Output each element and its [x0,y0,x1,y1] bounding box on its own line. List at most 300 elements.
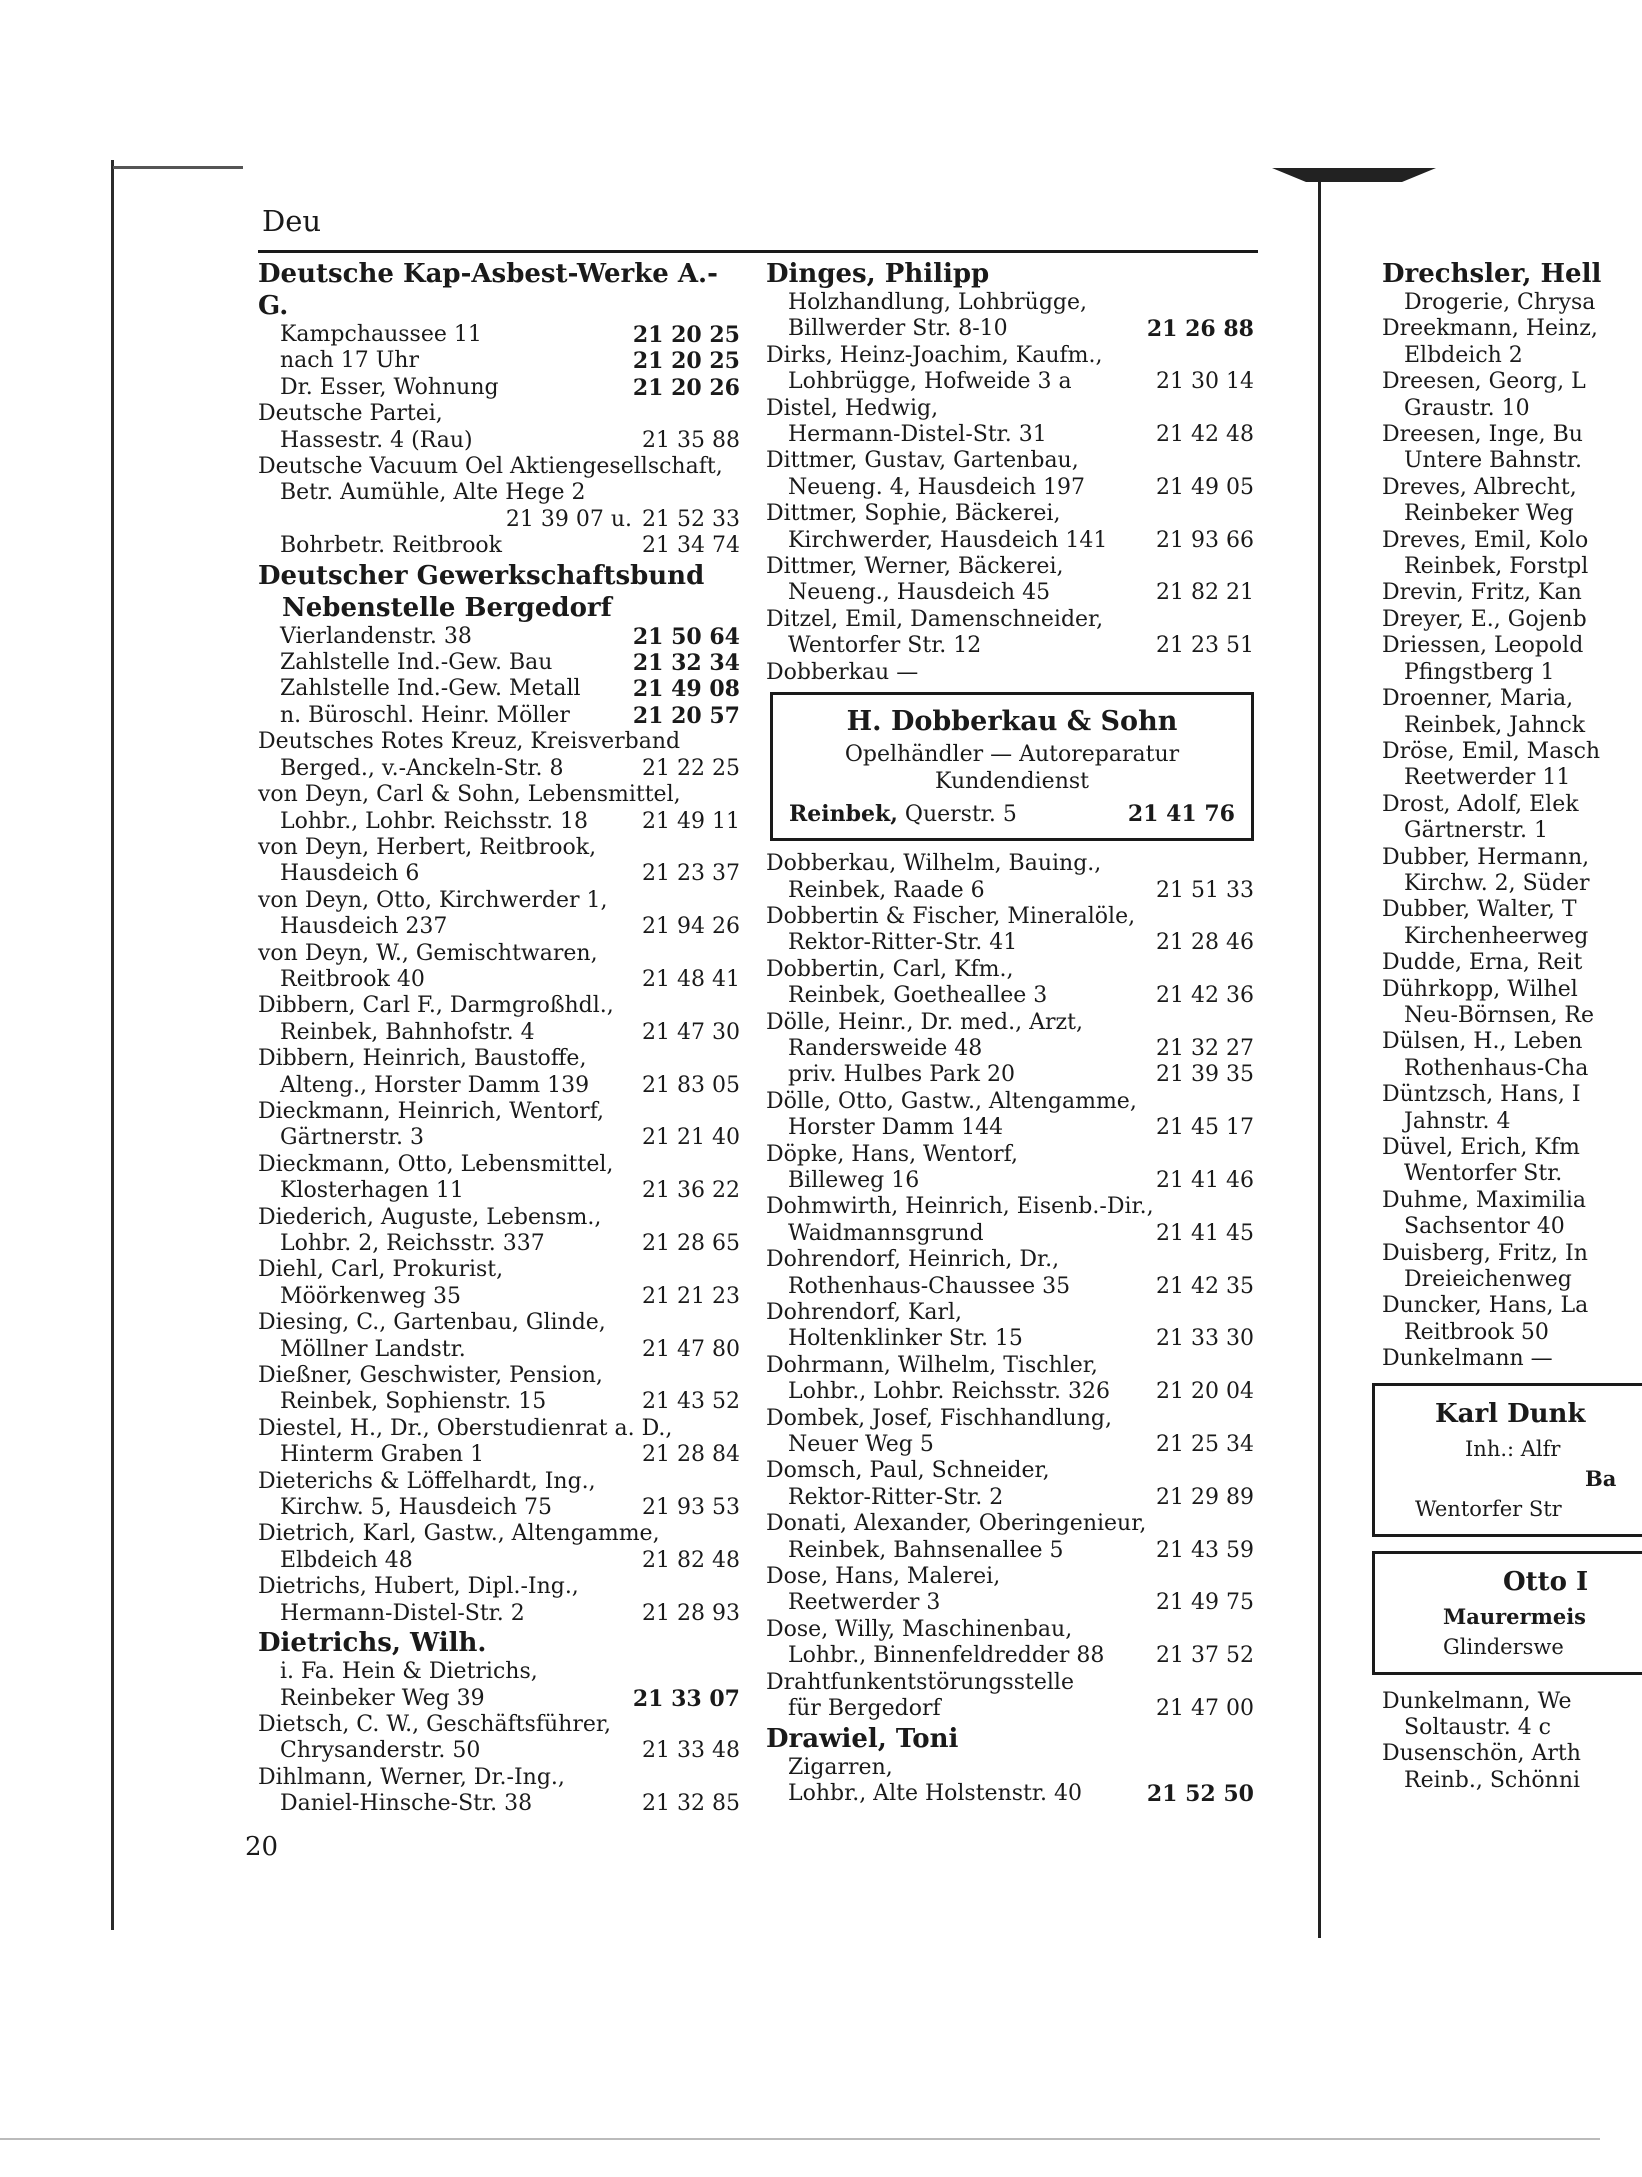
directory-line [258,1601,740,1627]
directory-line [258,507,740,533]
directory-line [1382,633,1642,659]
directory-line [766,1194,1254,1220]
directory-line [1382,1003,1642,1029]
directory-line [258,1046,740,1072]
entry-text: Hausdeich 237 [280,914,448,940]
ad-street: Querstr. 5 [904,802,1017,828]
entry-heading: Deutscher Gewerkschaftsbund [258,560,705,591]
running-head: Deu [262,204,322,238]
directory-line [766,1168,1254,1194]
directory-line [766,983,1254,1009]
directory-line [258,1178,740,1204]
entry-text: Dombek, Josef, Fischhandlung, [766,1405,1112,1431]
phone-number: 21 49 05 [1156,474,1254,500]
entry-text: Dusenschön, Arth [1382,1741,1581,1767]
entry-text: Reinbeker Weg [1404,501,1574,527]
phone-number: 21 20 25 [632,348,740,375]
directory-line [258,1099,740,1125]
entry-text: Düntzsch, Hans, I [1382,1082,1581,1108]
entry-text: Dießner, Geschwister, Pension, [258,1363,603,1389]
directory-line [1382,1768,1642,1794]
entry-heading: Drawiel, Toni [766,1723,959,1754]
directory-line [258,401,740,427]
directory-line [766,1062,1254,1088]
column-2 [766,258,1254,1807]
ad-line: Opelhändler — Autoreparatur [844,742,1180,768]
entry-text: Neu-Börnsen, Re [1404,1002,1595,1028]
entry-text: 21 39 07 u. [505,506,633,532]
entry-text: Lohbr., Alte Holstenstr. 40 [788,1780,1082,1806]
entry-text: Dreves, Albrecht, [1382,474,1577,500]
directory-line [1382,1135,1642,1161]
entry-text: Neueng., Hausdeich 45 [788,580,1051,606]
directory-line [766,1221,1254,1247]
entry-text: für Bergedorf [788,1696,941,1722]
phone-number: 21 34 74 [642,533,740,559]
phone-number: 21 94 26 [642,914,740,940]
directory-line [258,782,740,808]
phone-number: 21 21 23 [642,1283,740,1309]
phone-number: 21 41 45 [1156,1220,1254,1246]
directory-line [1382,396,1642,422]
entry-text: Drahtfunkentstörungsstelle [766,1669,1074,1695]
directory-line [766,1485,1254,1511]
entry-text: nach 17 Uhr [280,348,419,374]
entry-text: Rothenhaus-Chaussee 35 [788,1273,1071,1299]
phone-number: 21 22 25 [642,755,740,781]
entry-text: Zigarren, [788,1754,893,1780]
directory-line [1382,316,1642,342]
running-head-rule [258,250,1258,253]
entry-text: Berged., v.-Anckeln-Str. 8 [280,755,564,781]
directory-line [766,1696,1254,1722]
directory-line [1382,792,1642,818]
entry-heading: Nebenstelle Bergedorf [282,592,612,623]
ad-place: Reinbek, [789,801,898,828]
phone-number: 21 28 46 [1156,930,1254,956]
entry-text: Dittmer, Sophie, Bäckerei, [766,501,1061,527]
phone-number: 21 83 05 [642,1072,740,1098]
phone-number: 21 47 00 [1156,1696,1254,1722]
entry-text: Dobbertin, Carl, Kfm., [766,956,1014,982]
directory-line [258,1125,740,1151]
directory-line [258,993,740,1019]
phone-number: 21 26 88 [1146,316,1254,343]
entry-text: Reitbrook 40 [280,966,425,992]
directory-line [1382,1188,1642,1214]
directory-line [1382,1109,1642,1135]
directory-line [1382,580,1642,606]
entry-text: Reinbek, Sophienstr. 15 [280,1389,547,1415]
phone-number: 21 45 17 [1156,1115,1254,1141]
phone-number: 21 41 46 [1156,1167,1254,1193]
phone-number: 21 21 40 [642,1125,740,1151]
directory-line [766,448,1254,474]
directory-line [766,1564,1254,1590]
entry-text: Dohmwirth, Heinrich, Eisenb.-Dir., [766,1194,1154,1220]
entry-text: Untere Bahnstr. [1404,448,1582,474]
phone-number: 21 52 33 [642,506,740,532]
directory-line [258,809,740,835]
entry-text: Hermann-Distel-Str. 2 [280,1600,525,1626]
phone-number: 21 33 30 [1156,1326,1254,1352]
entry-text: Lohbr. 2, Reichsstr. 337 [280,1231,545,1256]
phone-number: 21 49 75 [1156,1590,1254,1616]
entry-text: Reinbeker Weg 39 [280,1685,485,1711]
directory-line [766,1353,1254,1379]
phone-number: 21 28 65 [642,1231,740,1256]
directory-line [258,375,740,401]
directory-line [1382,818,1642,844]
directory-line [258,1363,740,1389]
page-bottom-edge [0,2138,1600,2140]
phone-number: 21 82 21 [1156,580,1254,606]
directory-line [1382,871,1642,897]
entry-text: Neueng. 4, Hausdeich 197 [788,474,1086,500]
directory-line [258,1521,740,1547]
directory-line [766,1326,1254,1352]
entry-text: Möllner Landstr. [280,1336,466,1362]
directory-line [258,1020,740,1046]
entry-text: Zahlstelle Ind.-Gew. Metall [280,676,581,702]
entry-text: Dirks, Heinz-Joachim, Kaufm., [766,342,1103,368]
entry-text: Soltaustr. 4 c [1404,1715,1552,1741]
entry-text: Düvel, Erich, Kfm [1382,1135,1580,1160]
entry-text: Kirchwerder, Hausdeich 141 [788,527,1108,553]
directory-line [1382,422,1642,448]
column-3-entries [1382,258,1642,1373]
column-divider-rule [1318,178,1321,1938]
ad-address [789,801,1017,828]
column-rule-cap [1272,168,1436,182]
entry-text: Drevin, Fritz, Kan [1382,580,1582,606]
entry-text: Reinbek, Raade 6 [788,877,985,903]
directory-line [766,633,1254,659]
entry-text: Holtenklinker Str. 15 [788,1326,1023,1352]
directory-line [766,878,1254,904]
phone-number: 21 20 57 [632,702,740,729]
directory-line [258,1284,740,1310]
entry-text: Reinb., Schönni [1404,1767,1581,1793]
directory-line [1382,1214,1642,1240]
directory-line [766,1590,1254,1616]
entry-text: Dietrichs, Hubert, Dipl.-Ing., [258,1574,579,1600]
directory-line [1382,765,1642,791]
entry-text: Reetwerder 11 [1404,765,1571,791]
directory-line [258,1389,740,1415]
directory-line [766,1406,1254,1432]
directory-line [258,1574,740,1600]
entry-text: Lohbr., Lohbr. Reichsstr. 326 [788,1379,1110,1405]
phone-number: 21 49 11 [642,808,740,834]
directory-line [1382,660,1642,686]
directory-line [258,1257,740,1283]
entry-text: Bohrbetr. Reitbrook [280,533,503,559]
directory-line [766,957,1254,983]
ad-line: Ba [1585,1465,1617,1491]
entry-text: Betr. Aumühle, Alte Hege 2 [280,480,586,506]
entry-text: Dieckmann, Heinrich, Wentorf, [258,1098,605,1124]
entry-text: Dohrendorf, Karl, [766,1300,963,1325]
entry-text: Dobberkau — [766,659,919,685]
directory-line [1382,713,1642,739]
entry-text: Dubber, Walter, T [1382,897,1577,923]
directory-line [258,835,740,861]
phone-number: 21 37 52 [1156,1643,1254,1669]
directory-line [1382,1346,1642,1372]
entry-text: Dittmer, Werner, Bäckerei, [766,554,1064,580]
phone-number: 21 49 08 [632,676,740,703]
entry-text: Reinbek, Bahnhofstr. 4 [280,1019,535,1045]
entry-text: Donati, Alexander, Oberingenieur, [766,1511,1147,1537]
directory-line [258,967,740,993]
directory-line [1382,1241,1642,1267]
entry-text: Dunkelmann, We [1382,1688,1572,1714]
directory-line [258,1686,740,1712]
directory-line [258,861,740,887]
directory-line [258,1548,740,1574]
directory-line [766,343,1254,369]
entry-text: Reinbek, Jahnck [1404,712,1586,738]
column-3-bottom-entries [1382,1689,1642,1795]
phone-number: 21 50 64 [632,623,740,650]
directory-line [258,1495,740,1521]
entry-text: Dreyer, E., Gojenb [1382,606,1587,632]
directory-line [766,904,1254,930]
entry-text: Dreekmann, Heinz, [1382,316,1598,342]
directory-line [258,914,740,940]
directory-line [258,1791,740,1817]
entry-text: Neuer Weg 5 [788,1432,934,1458]
entry-text: Dührkopp, Wilhel [1382,976,1578,1002]
directory-line [1382,1082,1642,1108]
entry-heading: Dinges, Philipp [766,259,990,289]
phone-number: 21 32 85 [642,1791,740,1817]
directory-line [1382,475,1642,501]
directory-line [1382,1293,1642,1319]
directory-line [258,428,740,454]
directory-line [1382,1056,1642,1082]
phone-number: 21 82 48 [642,1547,740,1573]
directory-line [258,1659,740,1685]
entry-text: Elbdeich 2 [1404,342,1523,368]
phone-number: 21 33 07 [632,1685,740,1712]
entry-text: Lohbrügge, Hofweide 3 a [788,369,1072,395]
directory-line [1382,1741,1642,1767]
entry-text: von Deyn, Otto, Kirchwerder 1, [258,887,608,913]
entry-text: Lohbr., Lohbr. Reichsstr. 18 [280,808,588,834]
entry-text: Dreves, Emil, Kolo [1382,527,1589,553]
directory-line [766,1115,1254,1141]
entry-text: i. Fa. Hein & Dietrichs, [280,1659,538,1685]
entry-text: Diestel, H., Dr., Oberstudienrat a. D., [258,1415,673,1441]
entry-text: Hermann-Distel-Str. 31 [788,422,1047,448]
directory-line [258,480,740,506]
entry-text: n. Büroschl. Heinr. Möller [280,702,570,728]
phone-number: 21 42 35 [1156,1273,1254,1299]
directory-line [1382,1161,1642,1187]
phone-number: 21 25 34 [1156,1432,1254,1458]
directory-line [766,396,1254,422]
directory-line [766,475,1254,501]
ad-box-dunkelmann [1372,1383,1642,1537]
directory-line [1382,607,1642,633]
directory-line [766,1142,1254,1168]
directory-line [766,528,1254,554]
entry-text: Hassestr. 4 (Rau) [280,427,473,453]
directory-line [766,1781,1254,1807]
phone-number: 21 42 48 [1156,422,1254,448]
directory-line [766,1538,1254,1564]
entry-text: Reinbek, Forstpl [1404,554,1589,580]
phone-number: 21 33 48 [642,1738,740,1764]
directory-line [766,290,1254,316]
entry-text: Dreesen, Inge, Bu [1382,422,1583,448]
directory-line [258,1152,740,1178]
phone-number: 21 28 84 [642,1442,740,1468]
directory-line [1382,554,1642,580]
entry-text: Möörkenweg 35 [280,1283,461,1309]
directory-line [1382,1267,1642,1293]
phone-number: 21 47 80 [642,1336,740,1362]
ad-box-otto [1372,1551,1642,1675]
directory-line [1382,739,1642,765]
entry-text: Billwerder Str. 8-10 [788,316,1008,342]
phone-number: 21 20 26 [632,374,740,401]
directory-line [766,1643,1254,1669]
directory-line [1382,686,1642,712]
entry-text: Drost, Adolf, Elek [1382,791,1579,817]
phone-number: 21 43 59 [1156,1537,1254,1563]
directory-line [1382,897,1642,923]
directory-line [258,756,740,782]
directory-line [766,1300,1254,1326]
column-1 [258,258,740,1818]
entry-text: Hausdeich 6 [280,861,420,887]
entry-text: Waidmannsgrund [788,1220,984,1246]
directory-line [1382,845,1642,871]
phone-number: 21 30 14 [1156,369,1254,395]
ad-title: Otto I [1503,1566,1589,1597]
entry-text: Diehl, Carl, Prokurist, [258,1257,504,1283]
entry-text: Driessen, Leopold [1382,633,1584,659]
phone-number: 21 42 36 [1156,983,1254,1009]
entry-text: Reinbek, Goetheallee 3 [788,983,1048,1009]
directory-line [1382,1715,1642,1741]
entry-text: Dr. Esser, Wohnung [280,374,499,400]
phone-number: 21 20 04 [1156,1379,1254,1405]
entry-text: Reetwerder 3 [788,1590,941,1616]
directory-line [258,650,740,676]
entry-text: Dubber, Hermann, [1382,844,1590,870]
directory-line [766,1379,1254,1405]
entry-text: Dreesen, Georg, L [1382,369,1586,395]
phone-number: 21 48 41 [642,966,740,992]
ad-line: Glinderswe [1443,1634,1564,1659]
directory-line [258,1337,740,1363]
directory-line [766,501,1254,527]
entry-heading: Dietrichs, Wilh. [258,1628,487,1659]
phone-number: 21 35 88 [642,427,740,453]
entry-text: Dülsen, H., Leben [1382,1029,1583,1055]
entry-text: Dohrmann, Wilhelm, Tischler, [766,1352,1098,1378]
phone-number: 21 36 22 [642,1178,740,1204]
directory-line [766,1274,1254,1300]
entry-text: Rothenhaus-Cha [1404,1055,1589,1081]
entry-text: Dietsch, C. W., Geschäftsführer, [258,1711,611,1737]
entry-text: Rektor-Ritter-Str. 2 [788,1484,1004,1510]
entry-text: Dose, Hans, Malerei, [766,1564,1001,1590]
entry-text: Kirchenheerweg [1404,923,1589,949]
entry-text: Klosterhagen 11 [280,1178,464,1204]
entry-text: Elbdeich 48 [280,1547,413,1573]
phone-number: 21 93 66 [1156,527,1254,553]
directory-line [258,676,740,702]
entry-text: Dölle, Otto, Gastw., Altengamme, [766,1088,1137,1114]
phone-number: 21 47 30 [642,1019,740,1045]
directory-line [258,1738,740,1764]
directory-line [766,1010,1254,1036]
entry-text: Duncker, Hans, La [1382,1293,1589,1319]
entry-text: von Deyn, Herbert, Reitbrook, [258,834,597,860]
column-2-bottom-entries [766,851,1254,1807]
entry-text: Dunkelmann — [1382,1346,1553,1372]
directory-line [258,729,740,755]
directory-line [258,624,740,650]
top-left-corner-rule [113,166,243,169]
entry-text: Dihlmann, Werner, Dr.-Ing., [258,1764,565,1790]
entry-text: Alteng., Horster Damm 139 [280,1072,590,1098]
entry-text: Diederich, Auguste, Lebensm., [258,1204,602,1230]
entry-text: Wentorfer Str. [1404,1161,1563,1187]
entry-text: Dieterichs & Löffelhardt, Ing., [258,1468,596,1494]
ad-title: H. Dobberkau & Sohn [846,706,1178,738]
directory-line [766,930,1254,956]
directory-line [766,1511,1254,1537]
entry-text: Dibbern, Carl F., Darmgroßhdl., [258,993,614,1019]
directory-line [258,1205,740,1231]
ad-line: Maurermeis [1443,1603,1586,1629]
entry-text: Ditzel, Emil, Damenschneider, [766,606,1104,632]
directory-line [766,1617,1254,1643]
directory-line [766,1089,1254,1115]
entry-text: Kirchw. 2, Süder [1404,870,1590,896]
directory-line [258,703,740,729]
directory-line [766,1036,1254,1062]
directory-line [766,851,1254,877]
entry-text: Gärtnerstr. 3 [280,1125,424,1151]
directory-line [258,1416,740,1442]
entry-text: Dölle, Heinr., Dr. med., Arzt, [766,1009,1083,1035]
entry-text: Dietrich, Karl, Gastw., Altengamme, [258,1521,660,1547]
directory-line [258,533,740,559]
entry-text: Hinterm Graben 1 [280,1442,485,1468]
directory-line [258,1310,740,1336]
entry-text: Rektor-Ritter-Str. 41 [788,930,1018,956]
entry-text: Dobbertin & Fischer, Mineralöle, [766,903,1136,929]
entry-text: Dreieichenweg [1404,1267,1572,1293]
directory-line [1382,448,1642,474]
directory-line [1382,501,1642,527]
phone-number: 21 23 37 [642,861,740,887]
phone-number: 21 29 89 [1156,1484,1254,1510]
entry-text: Lohbr., Binnenfeldredder 88 [788,1643,1105,1669]
directory-line [1382,369,1642,395]
entry-text: Dose, Willy, Maschinenbau, [766,1616,1073,1642]
phone-number: 21 39 35 [1156,1062,1254,1088]
ad-line: Wentorfer Str [1415,1496,1562,1521]
directory-line [1382,528,1642,554]
